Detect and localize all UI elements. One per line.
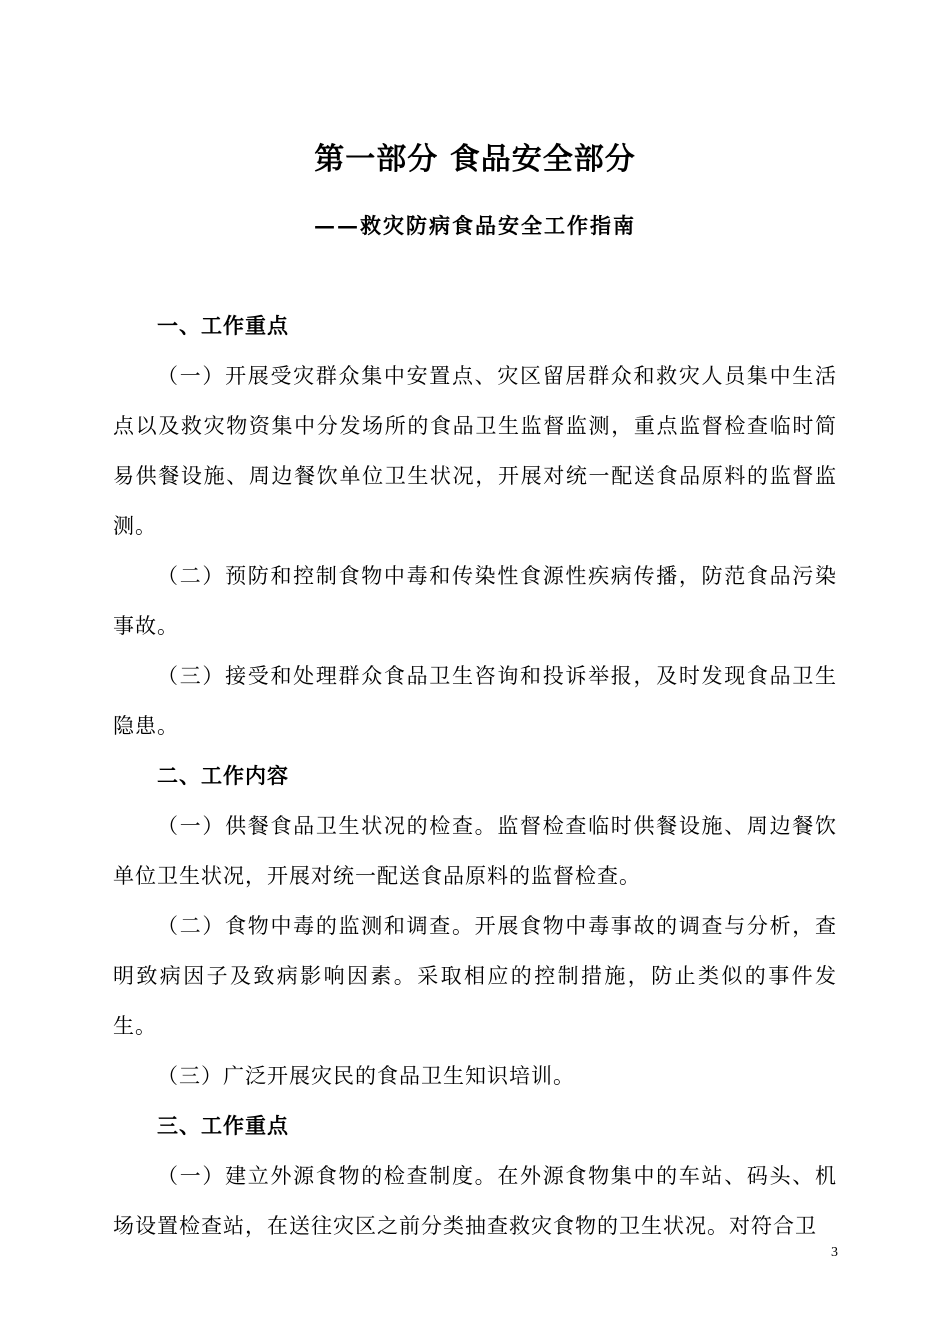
section-heading: 二、工作内容	[157, 764, 289, 788]
page-number: 3	[831, 1245, 838, 1260]
section-heading: 一、工作重点	[157, 314, 289, 338]
paragraph: （三）接受和处理群众食品卫生咨询和投诉举报，及时发现食品卫生隐患。	[113, 664, 837, 738]
paragraph: （一）建立外源食物的检查制度。在外源食物集中的车站、码头、机场设置检查站，在送往灾区之前分类抽查救灾食物的卫生状况。对符合卫	[113, 1164, 837, 1238]
page-subtitle: ——救灾防病食品安全工作指南	[314, 213, 636, 238]
paragraph: （二）预防和控制食物中毒和传染性食源性疾病传播，防范食品污染事故。	[113, 564, 837, 638]
paragraph: （一）供餐食品卫生状况的检查。监督检查临时供餐设施、周边餐饮单位卫生状况，开展对统一配送食品原料的监督检查。	[113, 814, 837, 888]
paragraph: （三）广泛开展灾民的食品卫生知识培训。	[157, 1064, 575, 1088]
paragraph: （二）食物中毒的监测和调查。开展食物中毒事故的调查与分析，查明致病因子及致病影响因素。采取相应的控制措施，防止类似的事件发生。	[113, 914, 837, 1038]
page-title: 第一部分 食品安全部分	[314, 142, 636, 177]
section-heading: 三、工作重点	[157, 1114, 289, 1138]
paragraph: （一）开展受灾群众集中安置点、灾区留居群众和救灾人员集中生活点以及救灾物资集中分发场所的食品卫生监督监测，重点监督检查临时简易供餐设施、周边餐饮单位卫生状况，开展对统一配送食品原料的监督监测。	[113, 364, 837, 538]
document-body	[113, 301, 837, 1251]
